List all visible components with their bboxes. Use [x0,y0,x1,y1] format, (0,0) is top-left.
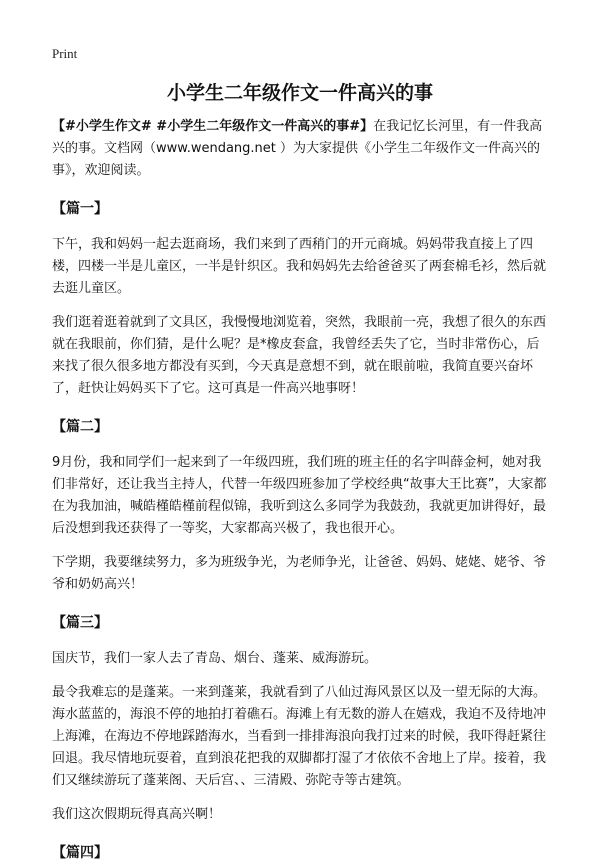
section-heading: 【篇四】 [52,845,108,861]
section-heading: 【篇一】 [52,201,108,217]
intro-text: 在我记忆长河里，有一件我高兴的事。文档网（www.wendang.net ）为大家提供《小学生二年级作文一件高兴的事》，欢迎阅读。 [52,119,543,178]
section-paragraph: 下学期，我要继续努力，多为班级争光，为老师争光，让爸爸、妈妈、姥姥、姥爷、爷爷和奶奶高兴！ [52,555,547,592]
section-heading: 【篇三】 [52,615,108,631]
section-paragraph: 我们逛着逛着就到了文具区，我慢慢地浏览着，突然，我眼前一亮，我想了很久的东西就在我眼前，你们猜，是什么呢？是*橡皮套盒，我曾经丢失了它，当时非常伤心，后来找了很久很多地方都没有买到，今天真是意想不到，就在眼前啦，我简直要兴奋坏了，赶快让妈妈买下了它。这可真是一件高兴地事呀！ [52,315,547,396]
section-paragraph: 下午，我和妈妈一起去逛商场，我们来到了西稍门的开元商城。妈妈带我直接上了四楼，四楼一半是儿童区，一半是针织区。我和妈妈先去给爸爸买了两套棉毛衫，然后就去逛儿童区。 [52,237,547,296]
section-paragraph: 9月份，我和同学们一起来到了一年级四班，我们班的班主任的名字叫薛金柯，她对我们非常好，还让我当主持人，代替一年级四班参加了学校经典“故事大王比赛”，大家都在为我加油，喊皓槿皓槿前程似锦，我听到这么多同学为我鼓劲，我就更加讲得好，最后没想到我还获得了一等奖，大家都高兴极了，我也很开心。 [52,455,547,536]
page-title: 小学生二年级作文一件高兴的事 [166,82,433,104]
intro-tags: 【#小学生作文# #小学生二年级作文一件高兴的事#】 [52,119,374,134]
article-body [52,116,552,863]
section-paragraph: 最令我难忘的是蓬莱。一来到蓬莱，我就看到了八仙过海风景区以及一望无际的大海。海水蓝蓝的，海浪不停的地拍打着礁石。海滩上有无数的游人在嬉戏，我迫不及待地冲上海滩，在海边不停地踩踏海水，当看到一排排海浪向我打过来的时候，我吓得赶紧往回退。我尽情地玩耍着，直到浪花把我的双脚都打湿了才依依不舍地上了岸。接着，我们又继续游玩了蓬莱阁、天后宫、、三清殿、弥陀寺等古建筑。 [52,685,547,788]
intro-paragraph [52,116,552,182]
section-paragraph: 国庆节，我们一家人去了青岛、烟台、蓬莱、威海游玩。 [52,651,378,666]
section-paragraph: 我们这次假期玩得真高兴啊！ [52,807,222,822]
section-heading: 【篇二】 [52,419,108,435]
print-label[interactable]: Print [52,46,78,61]
